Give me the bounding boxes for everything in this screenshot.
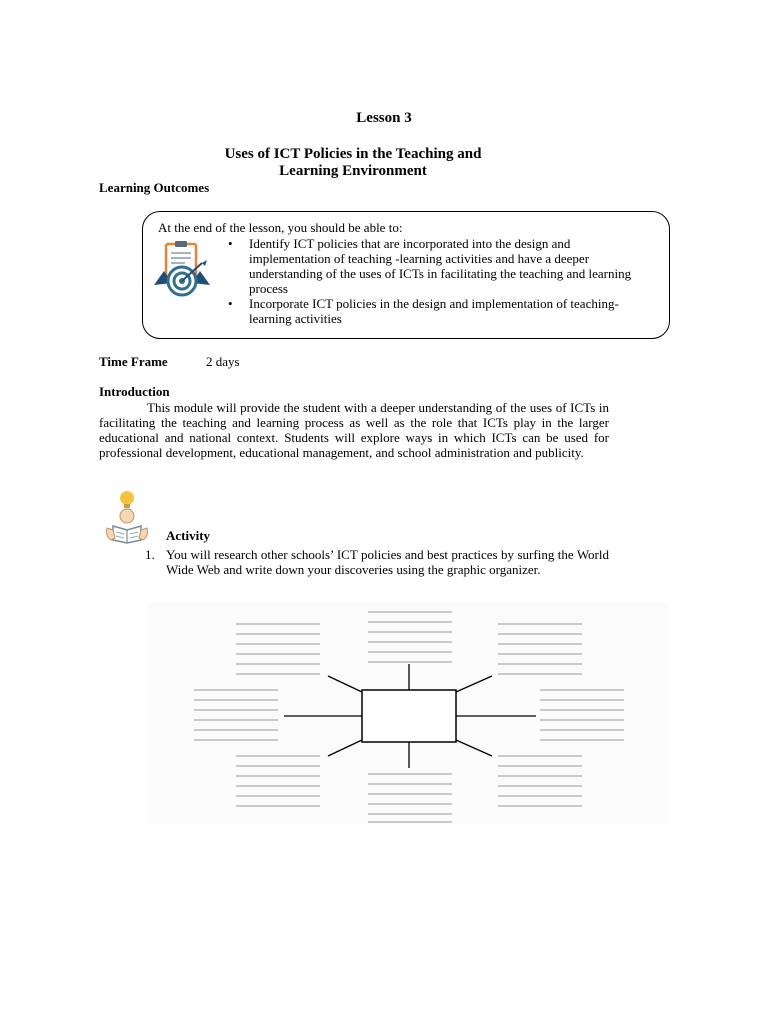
introduction-text: This module will provide the student with a deeper understanding of the uses of ICTs in facilitating the teaching and learning process as well as the role that ICTs play in the larger educational and national context. Students will explore ways in which ICTs can be used for professional development, educational management, and school administration and publicity.: [99, 400, 609, 460]
clipboard-target-icon: [152, 241, 212, 297]
time-frame-label: Time Frame: [99, 354, 168, 369]
organizer-center-box: [362, 690, 456, 742]
list-item: • Incorporate ICT policies in the design and implementation of teaching-learning activities: [228, 296, 648, 326]
introduction-heading: Introduction: [99, 384, 170, 399]
activity-item-number: 1.: [145, 547, 155, 562]
graphic-organizer: [148, 602, 668, 824]
learning-outcomes-heading: Learning Outcomes: [99, 180, 210, 195]
activity-item-text: You will research other schools’ ICT policies and best practices by surfing the World Wide Web and write down your discoveries using the graphic organizer.: [166, 547, 609, 577]
learning-outcomes-list: [228, 236, 648, 326]
learning-outcomes-intro: At the end of the lesson, you should be able to:: [158, 220, 403, 235]
page-title-line-1: Uses of ICT Policies in the Teaching and: [224, 146, 482, 162]
page-title-line-2: Learning Environment: [279, 163, 427, 179]
lesson-number: Lesson 3: [356, 110, 412, 126]
reader-lightbulb-icon: [103, 490, 153, 544]
list-item: • Identify ICT policies that are incorporated into the design and implementation of teaching -learning activities and have a deeper understanding of the uses of ICTs in facilitating the teaching and learning process: [228, 236, 648, 296]
activity-heading: Activity: [166, 528, 211, 543]
time-frame-value: 2 days: [206, 354, 240, 369]
